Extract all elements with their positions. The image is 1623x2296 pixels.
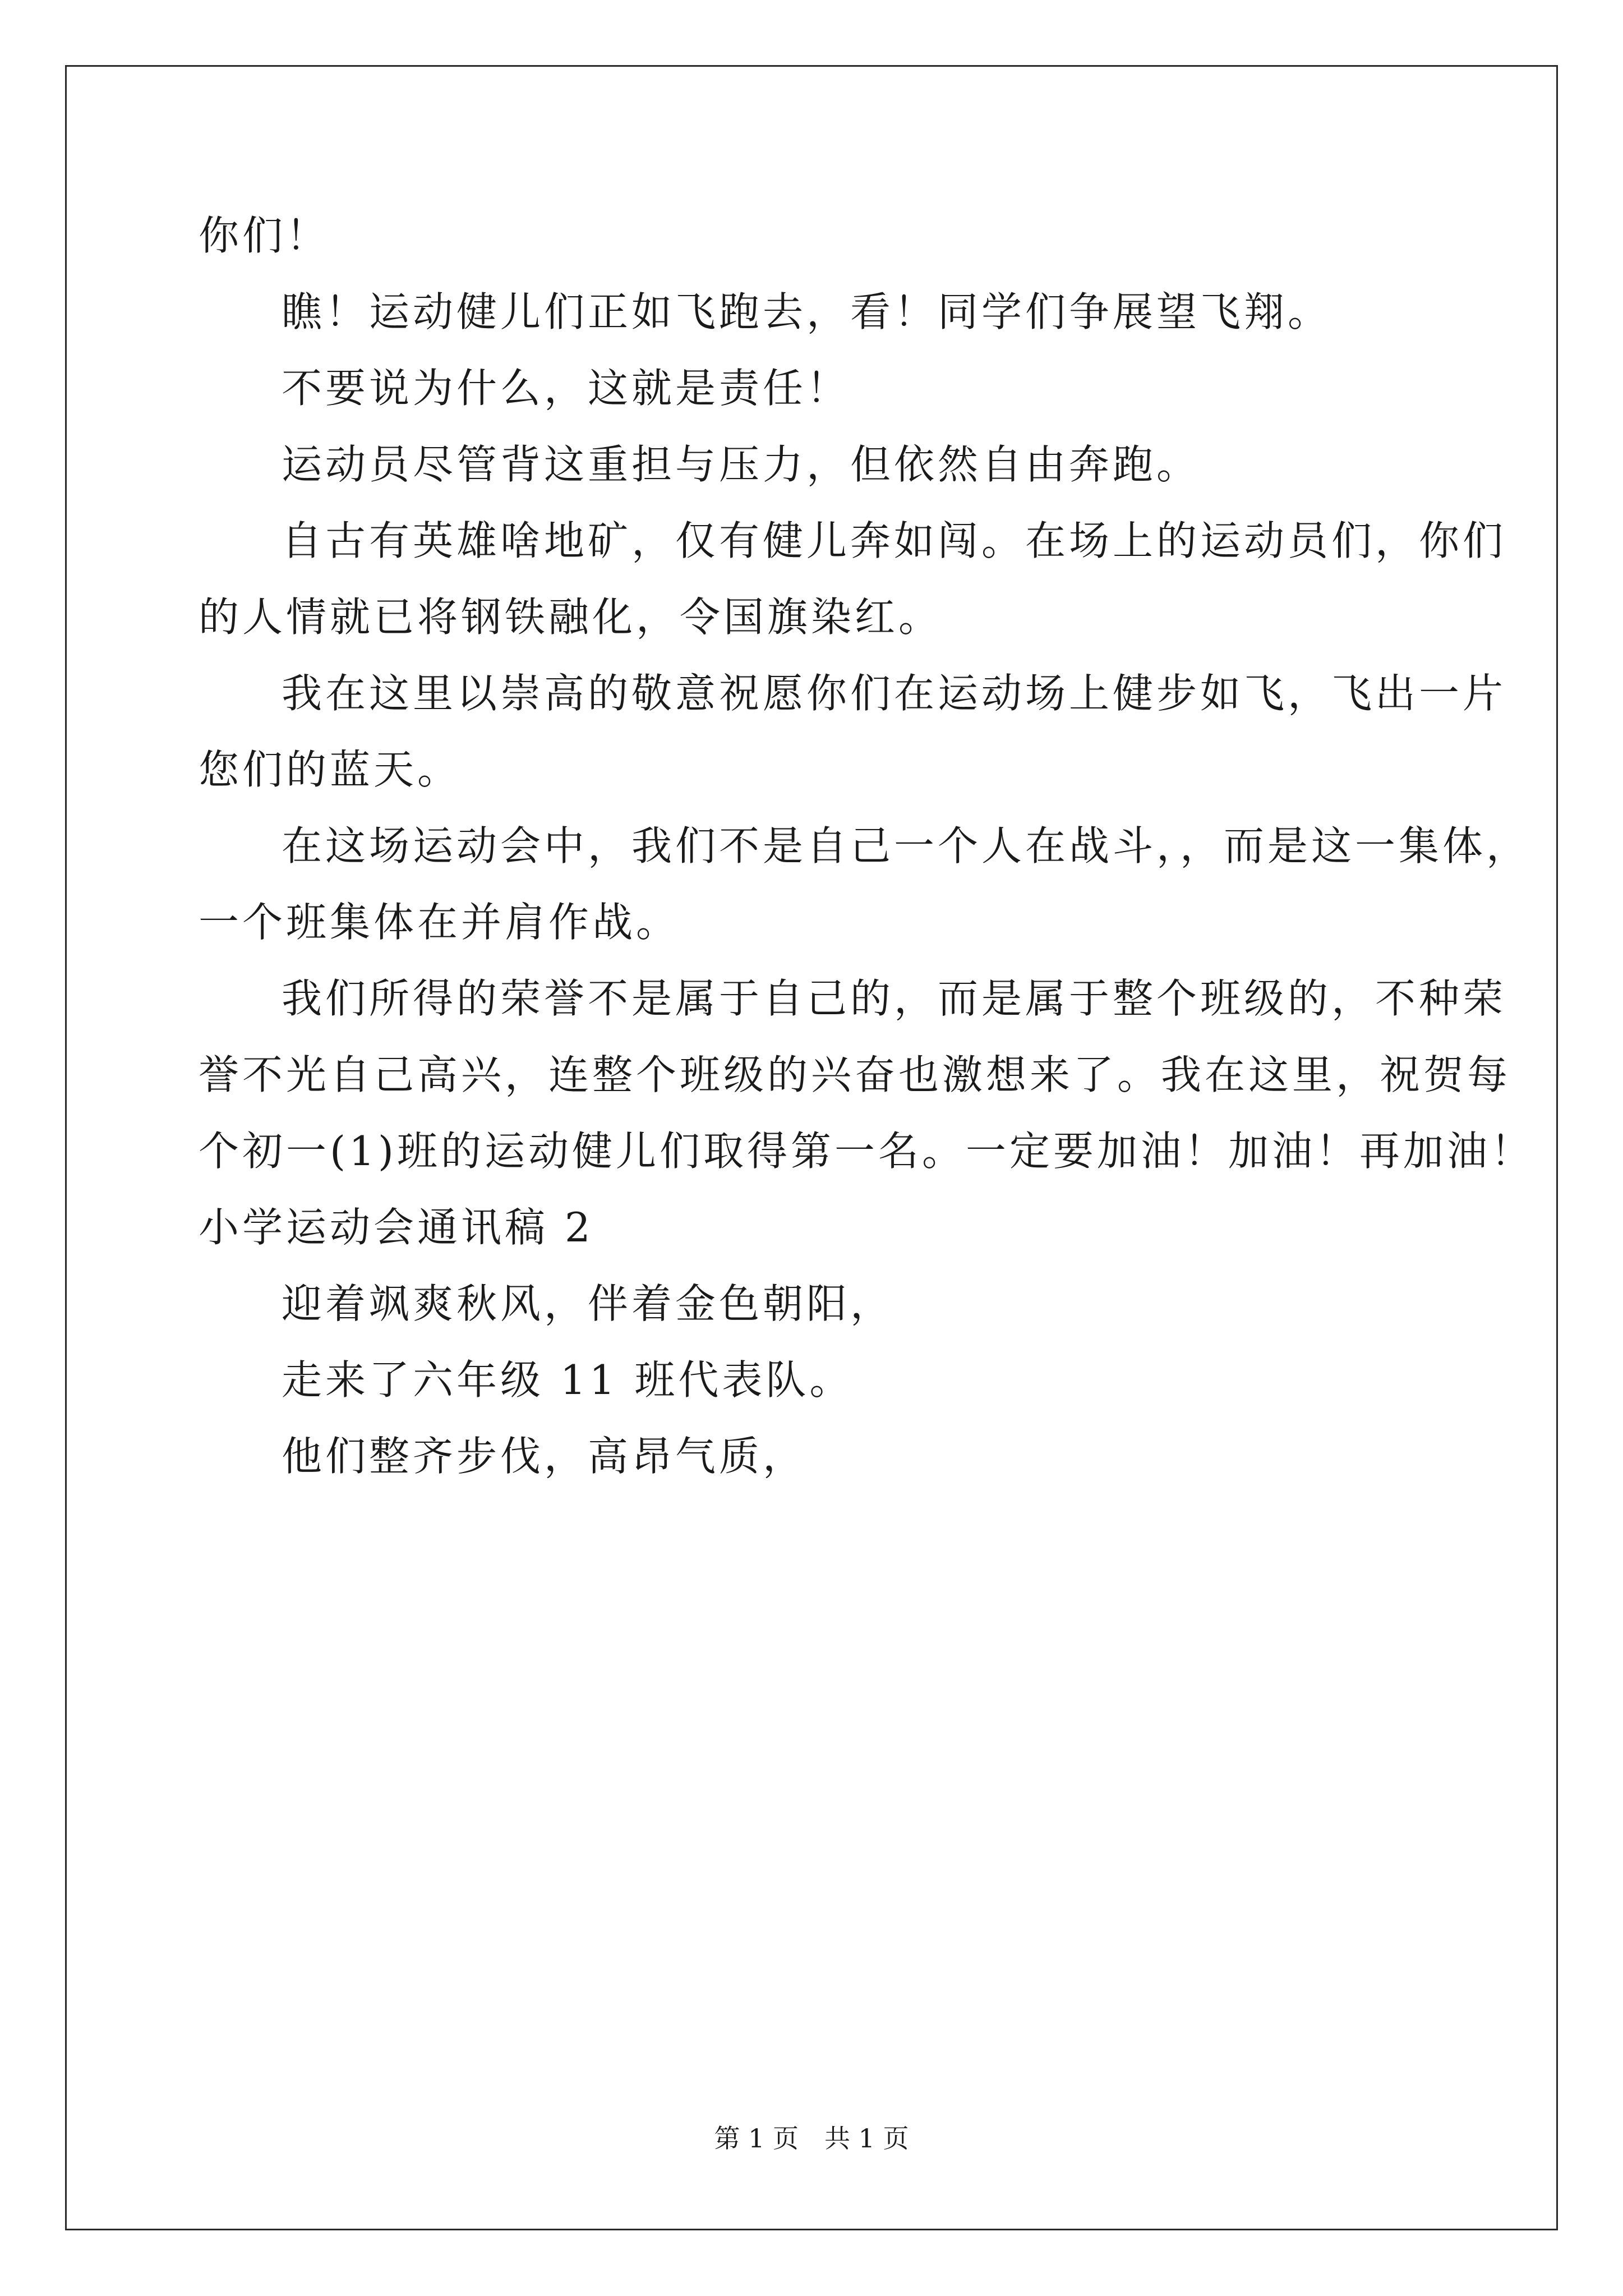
paragraph-line: 自古有英雄啥地矿，仅有健儿奔如闯。在场上的运动员们，你们 [282,517,1507,564]
paragraph-line: 我们所得的荣誉不是属于自己的，而是属于整个班级的，不种荣 [282,975,1507,1022]
paragraph-line: 他们整齐步伐，高昂气质， [282,1433,807,1480]
paragraph-line: 在这场运动会中，我们不是自己一个人在战斗，，而是这一集体， [282,822,1530,869]
text-line: 你们！ [199,212,330,259]
text-line: 个初一(1)班的运动健儿们取得第一名。一定要加油！加油！再加油！ [199,1128,1534,1175]
section-heading: 小学运动会通讯稿 2 [199,1204,594,1251]
text-line: 誉不光自己高兴，连整个班级的兴奋也激想来了。我在这里，祝贺每 [199,1051,1511,1098]
paragraph-line: 不要说为什么，这就是责任！ [282,365,851,412]
text-line: 您们的蓝天。 [199,746,462,793]
paragraph-line: 瞧！运动健儿们正如飞跑去，看！同学们争展望飞翔。 [282,288,1332,335]
paragraph-line: 走来了六年级 11 班代表队。 [282,1356,854,1404]
paragraph-line: 我在这里以崇高的敬意祝愿你们在运动场上健步如飞，飞出一片 [282,670,1507,717]
text-line: 一个班集体在并肩作战。 [199,899,680,946]
paragraph-line: 迎着飒爽秋风，伴着金色朝阳， [282,1280,895,1327]
text-line: 的人情就已将钢铁融化，令国旗染红。 [199,593,943,641]
paragraph-line: 运动员尽管背这重担与压力，但依然自由奔跑。 [282,441,1201,488]
page-number-footer: 第 1 页 共 1 页 [714,2123,909,2154]
